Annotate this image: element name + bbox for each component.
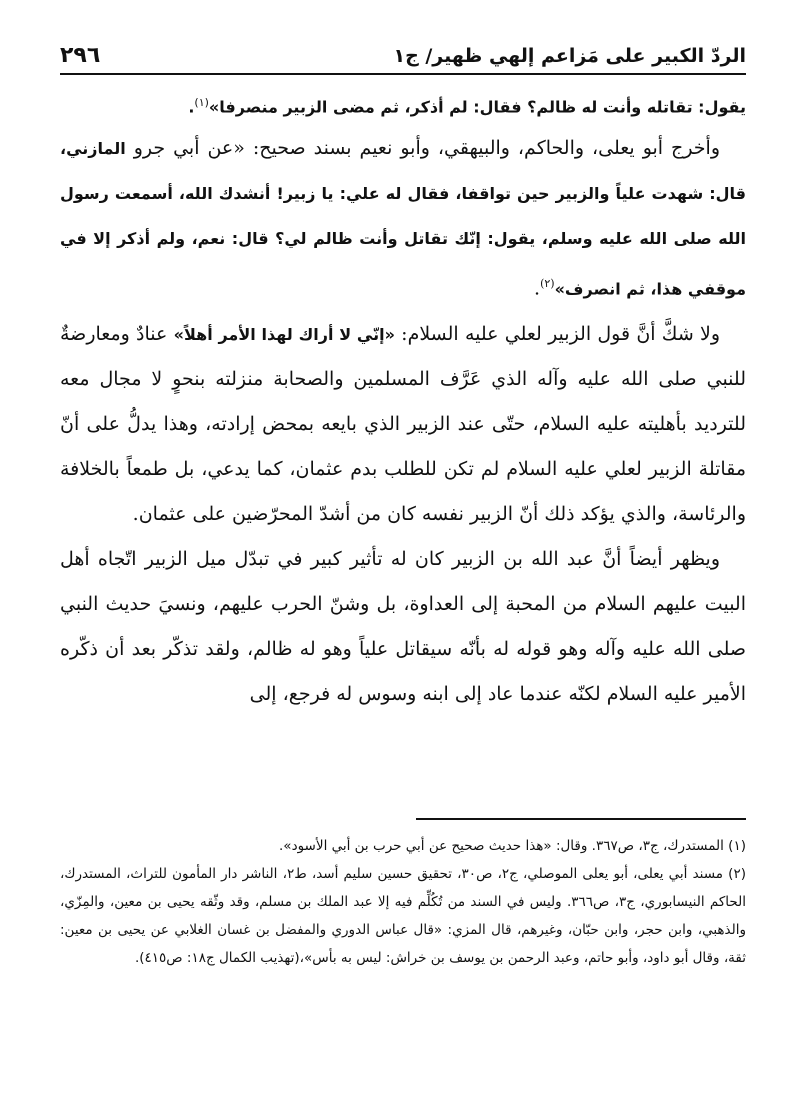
paragraph-start: ولا شكَّ أنَّ قول الزبير لعلي عليه السلام: [394, 322, 720, 345]
footnote-ref-2: (٢) [540, 277, 555, 291]
paragraph-end: . [534, 277, 541, 300]
paragraph-ibn-zubair [60, 537, 746, 717]
inline-quote: «إنّي لا أراك لهذا الأمر أهلاً» [173, 324, 395, 344]
main-text [60, 84, 746, 717]
footnote-2: (٢) مسند أبي يعلى، أبو يعلى الموصلي، ج٢، ص٣٠، تحقيق حسين سليم أسد، ط٢، الناشر دار المأمون للتراث، المستدرك، الحاكم النيسابوري، ج٣، ص٣٦٦. وليس في السند من تُكُلِّم فيه إلا عبد الملك بن مسلم، وقد وثّقه يحيى بن معين، والمِزّي، والذهبي، وابن حجر، وابن حبّان، وغيرهم، قال المزي: «قال عباس الدوري والمفضل بن غسان الغلابي عن يحيى بن معين: ثقة، وقال أبو داود، وأبو حاتم، وعبد الرحمن بن يوسف بن خراش: ليس به بأس»،(تهذيب الكمال ج١٨: ص٤١٥). [60, 866, 746, 966]
footnotes [60, 832, 746, 972]
paragraph-commentary [60, 312, 746, 537]
running-title: الردّ الكبير على مَزاعم إلهي ظهير/ ج١ [393, 45, 746, 67]
page-header [60, 30, 746, 70]
footnote-1: (١) المستدرك، ج٣، ص٣٦٧. وقال: «هذا حديث صحيح عن أبي حرب بن أبي الأسود». [279, 838, 746, 854]
paragraph-text: ويظهر أيضاً أنَّ عبد الله بن الزبير كان له تأثير كبير في تبدّل ميل الزبير اتّجاه أهل البيت عليهم السلام من المحبة إلى العداوة، بل وشنّ الحرب عليهم، ونسيَ حديث النبي صلى الله عليه وآله وهو قوله له بأنّه سيقاتل علياً وهو له ظالم، ولقد تذكّر بعد أن ذكّره الأمير عليه السلام لكنّه عندما عاد إلى ابنه وسوس له فرجع، إلى [60, 547, 746, 705]
paragraph-rest: عنادٌ ومعارضةٌ للنبي صلى الله عليه وآله الذي عَرَّف المسلمين والصحابة منزلته بنحوٍ لا مجال معه للترديد بأهليته عليه السلام، حتّى عند الزبير الذي بايعه بمحض إرادته، وهذا يدلُّ على أنّ مقاتلة الزبير لعلي عليه السلام لم تكن للطلب بدم عثمان، كما يدعي، بل طمعاً بالخلافة والرئاسة، والذي يؤكد ذلك أنّ الزبير نفسه كان من أشدّ المحرّضين على عثمان. [60, 322, 746, 525]
paragraph-hadith-narration [60, 126, 746, 311]
paragraph-quote-continuation [60, 84, 746, 126]
paragraph-intro: وأخرج أبو يعلى، والحاكم، والبيهقي، وأبو نعيم بسند صحيح: «عن أبي جرو [133, 137, 720, 160]
header-divider [60, 73, 746, 75]
footnote-divider [416, 818, 746, 820]
paragraph-end: . [188, 97, 195, 117]
page-number: ٢٩٦ [60, 43, 101, 68]
footnote-ref-1: (١) [194, 96, 209, 109]
paragraph-text: يقول: تقاتله وأنت له ظالم؟ فقال: لم أذكر، ثم مضى الزبير منصرفا» [208, 97, 746, 117]
hadith-quote: المازني، قال: شهدت علياً والزبير حين تواقفا، فقال له علي: يا زبير! أنشدك الله، أسمعت رسول الله صلى الله عليه وسلم، يقول: إنّك تقاتل وأنت ظالم لي؟ قال: نعم، ولم أذكر إلا في موقفي هذا، ثم انصرف» [60, 139, 746, 299]
